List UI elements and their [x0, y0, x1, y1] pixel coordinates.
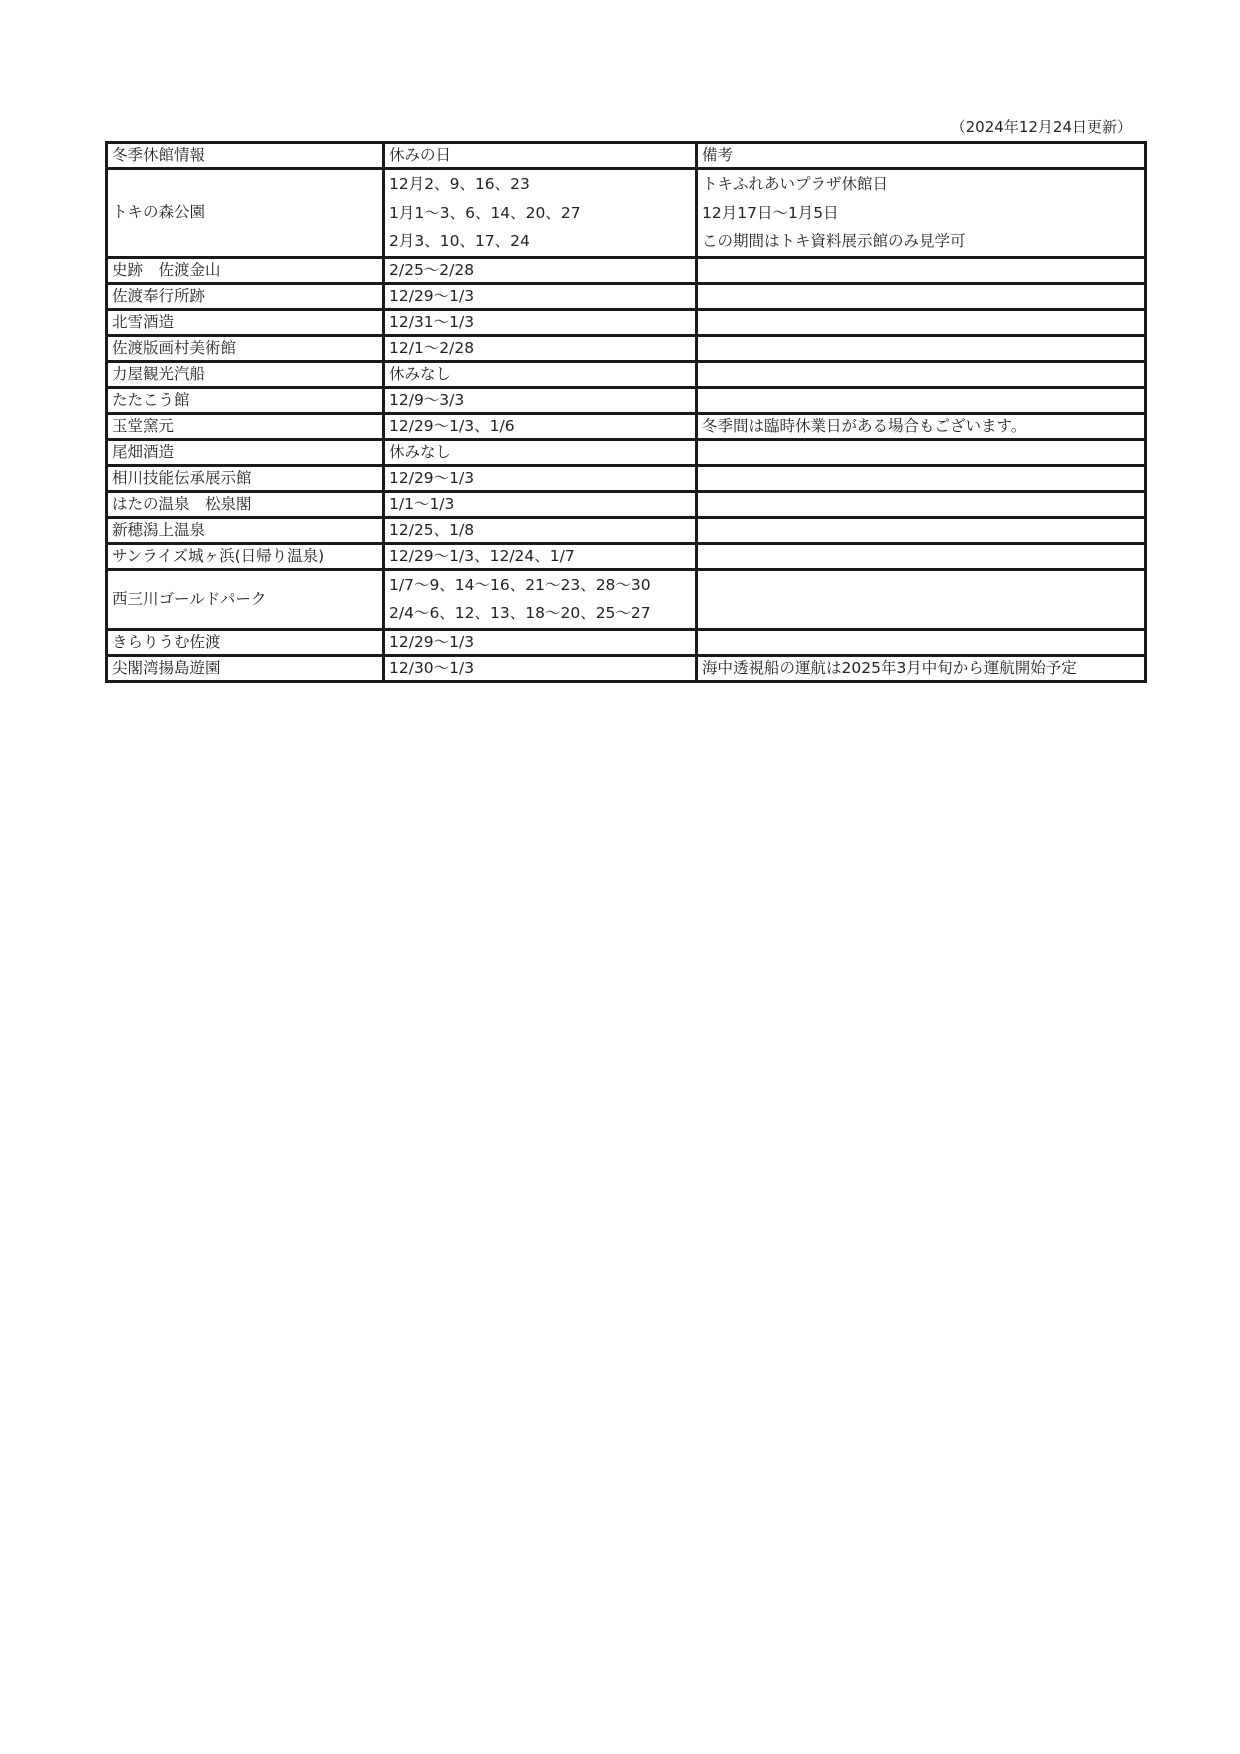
remarks-cell: [697, 169, 1146, 258]
facility-name-cell: はたの温泉 松泉閣: [107, 491, 384, 517]
facility-name-cell: 北雪酒造: [107, 309, 384, 335]
facility-name-cell: トキの森公園: [107, 169, 384, 258]
table-row: [107, 629, 1146, 655]
table-body: [107, 143, 1146, 682]
table-row: [107, 569, 1146, 629]
closed-days-cell: [384, 569, 697, 629]
remarks-cell: [697, 569, 1146, 629]
facility-name-cell: 尾畑酒造: [107, 439, 384, 465]
table-row: [107, 387, 1146, 413]
closed-days-line: 1月1～3、6、14、20、27: [389, 203, 581, 222]
table-row: [107, 439, 1146, 465]
closed-days-cell: [384, 655, 697, 681]
closed-days-line: 1/7～9、14～16、21～23、28～30: [389, 575, 651, 594]
closed-days-cell: [384, 309, 697, 335]
remarks-cell: [697, 517, 1146, 543]
header-closed-days: 休みの日: [384, 143, 697, 169]
closed-days-cell: [384, 335, 697, 361]
closed-days-cell: [384, 169, 697, 258]
closed-days-line: 2/25～2/28: [389, 260, 475, 279]
table-row: [107, 283, 1146, 309]
closed-days-line: 2/4～6、12、13、18～20、25～27: [389, 604, 651, 622]
closed-days-cell: [384, 361, 697, 387]
remarks-cell: [697, 361, 1146, 387]
facility-name-cell: 新穂潟上温泉: [107, 517, 384, 543]
header-facility: 冬季休館情報: [107, 143, 384, 169]
closed-days-line: 休みなし: [389, 442, 452, 461]
closed-days-line: 12/29～1/3: [389, 468, 475, 487]
table-row: [107, 655, 1146, 681]
closed-days-cell: [384, 387, 697, 413]
update-date-note: （2024年12月24日更新）: [950, 118, 1132, 136]
table-row: [107, 491, 1146, 517]
remarks-cell: [697, 309, 1146, 335]
table-row: [107, 361, 1146, 387]
facility-name-cell: 相川技能伝承展示館: [107, 465, 384, 491]
table-row: [107, 169, 1146, 258]
remarks-cell: [697, 335, 1146, 361]
closed-days-line: 12月2、9、16、23: [389, 175, 530, 193]
closed-days-line: 12/29～1/3、1/6: [389, 416, 515, 435]
table-header-row: [107, 143, 1146, 169]
closed-days-cell: [384, 257, 697, 283]
facility-name-cell: サンライズ城ヶ浜(日帰り温泉): [107, 543, 384, 569]
remarks-cell: [697, 257, 1146, 283]
facility-name-cell: 尖閣湾揚島遊園: [107, 655, 384, 681]
table-row: [107, 413, 1146, 439]
table-row: [107, 517, 1146, 543]
facility-name-cell: 史跡 佐渡金山: [107, 257, 384, 283]
closed-days-cell: [384, 465, 697, 491]
closed-days-line: 12/1～2/28: [389, 338, 475, 357]
remarks-cell: [697, 413, 1146, 439]
remarks-cell: [697, 491, 1146, 517]
table-row: [107, 543, 1146, 569]
remarks-cell: [697, 439, 1146, 465]
remarks-cell: [697, 283, 1146, 309]
closed-days-cell: [384, 491, 697, 517]
facility-name-cell: 西三川ゴールドパーク: [107, 569, 384, 629]
closed-days-line: 2月3、10、17、24: [389, 232, 530, 250]
facility-name-cell: きらりうむ佐渡: [107, 629, 384, 655]
closed-days-line: 12/31～1/3: [389, 312, 475, 331]
remarks-cell: [697, 543, 1146, 569]
table-row: [107, 465, 1146, 491]
facility-name-cell: 佐渡版画村美術館: [107, 335, 384, 361]
closed-days-line: 12/29～1/3: [389, 632, 475, 651]
remarks-cell: [697, 655, 1146, 681]
closed-days-cell: [384, 283, 697, 309]
remarks-line: 海中透視船の運航は2025年3月中旬から運航開始予定: [702, 658, 1077, 677]
facility-name-cell: 佐渡奉行所跡: [107, 283, 384, 309]
table-row: [107, 309, 1146, 335]
remarks-cell: [697, 387, 1146, 413]
table-row: [107, 335, 1146, 361]
remarks-line: トキふれあいプラザ休館日: [702, 175, 889, 193]
closed-days-line: 12/30～1/3: [389, 658, 475, 677]
closed-days-cell: [384, 629, 697, 655]
closed-days-line: 12/25、1/8: [389, 520, 475, 539]
remarks-line: 冬季間は臨時休業日がある場合もございます。: [702, 416, 1027, 435]
remarks-cell: [697, 629, 1146, 655]
closed-days-cell: [384, 439, 697, 465]
facility-name-cell: 玉堂窯元: [107, 413, 384, 439]
closed-days-cell: [384, 413, 697, 439]
table-row: [107, 257, 1146, 283]
remarks-line: 12月17日～1月5日: [702, 203, 839, 222]
closed-days-cell: [384, 543, 697, 569]
remarks-cell: [697, 465, 1146, 491]
closed-days-cell: [384, 517, 697, 543]
facility-name-cell: たたこう館: [107, 387, 384, 413]
closed-days-line: 12/9～3/3: [389, 390, 465, 409]
winter-closure-table: [105, 141, 1147, 683]
closed-days-line: 12/29～1/3: [389, 286, 475, 305]
closed-days-line: 休みなし: [389, 364, 452, 383]
header-remarks: 備考: [697, 143, 1146, 169]
remarks-line: この期間はトキ資料展示館のみ見学可: [702, 232, 966, 250]
closed-days-line: 12/29～1/3、12/24、1/7: [389, 546, 575, 565]
closed-days-line: 1/1～1/3: [389, 494, 455, 513]
facility-name-cell: 力屋観光汽船: [107, 361, 384, 387]
